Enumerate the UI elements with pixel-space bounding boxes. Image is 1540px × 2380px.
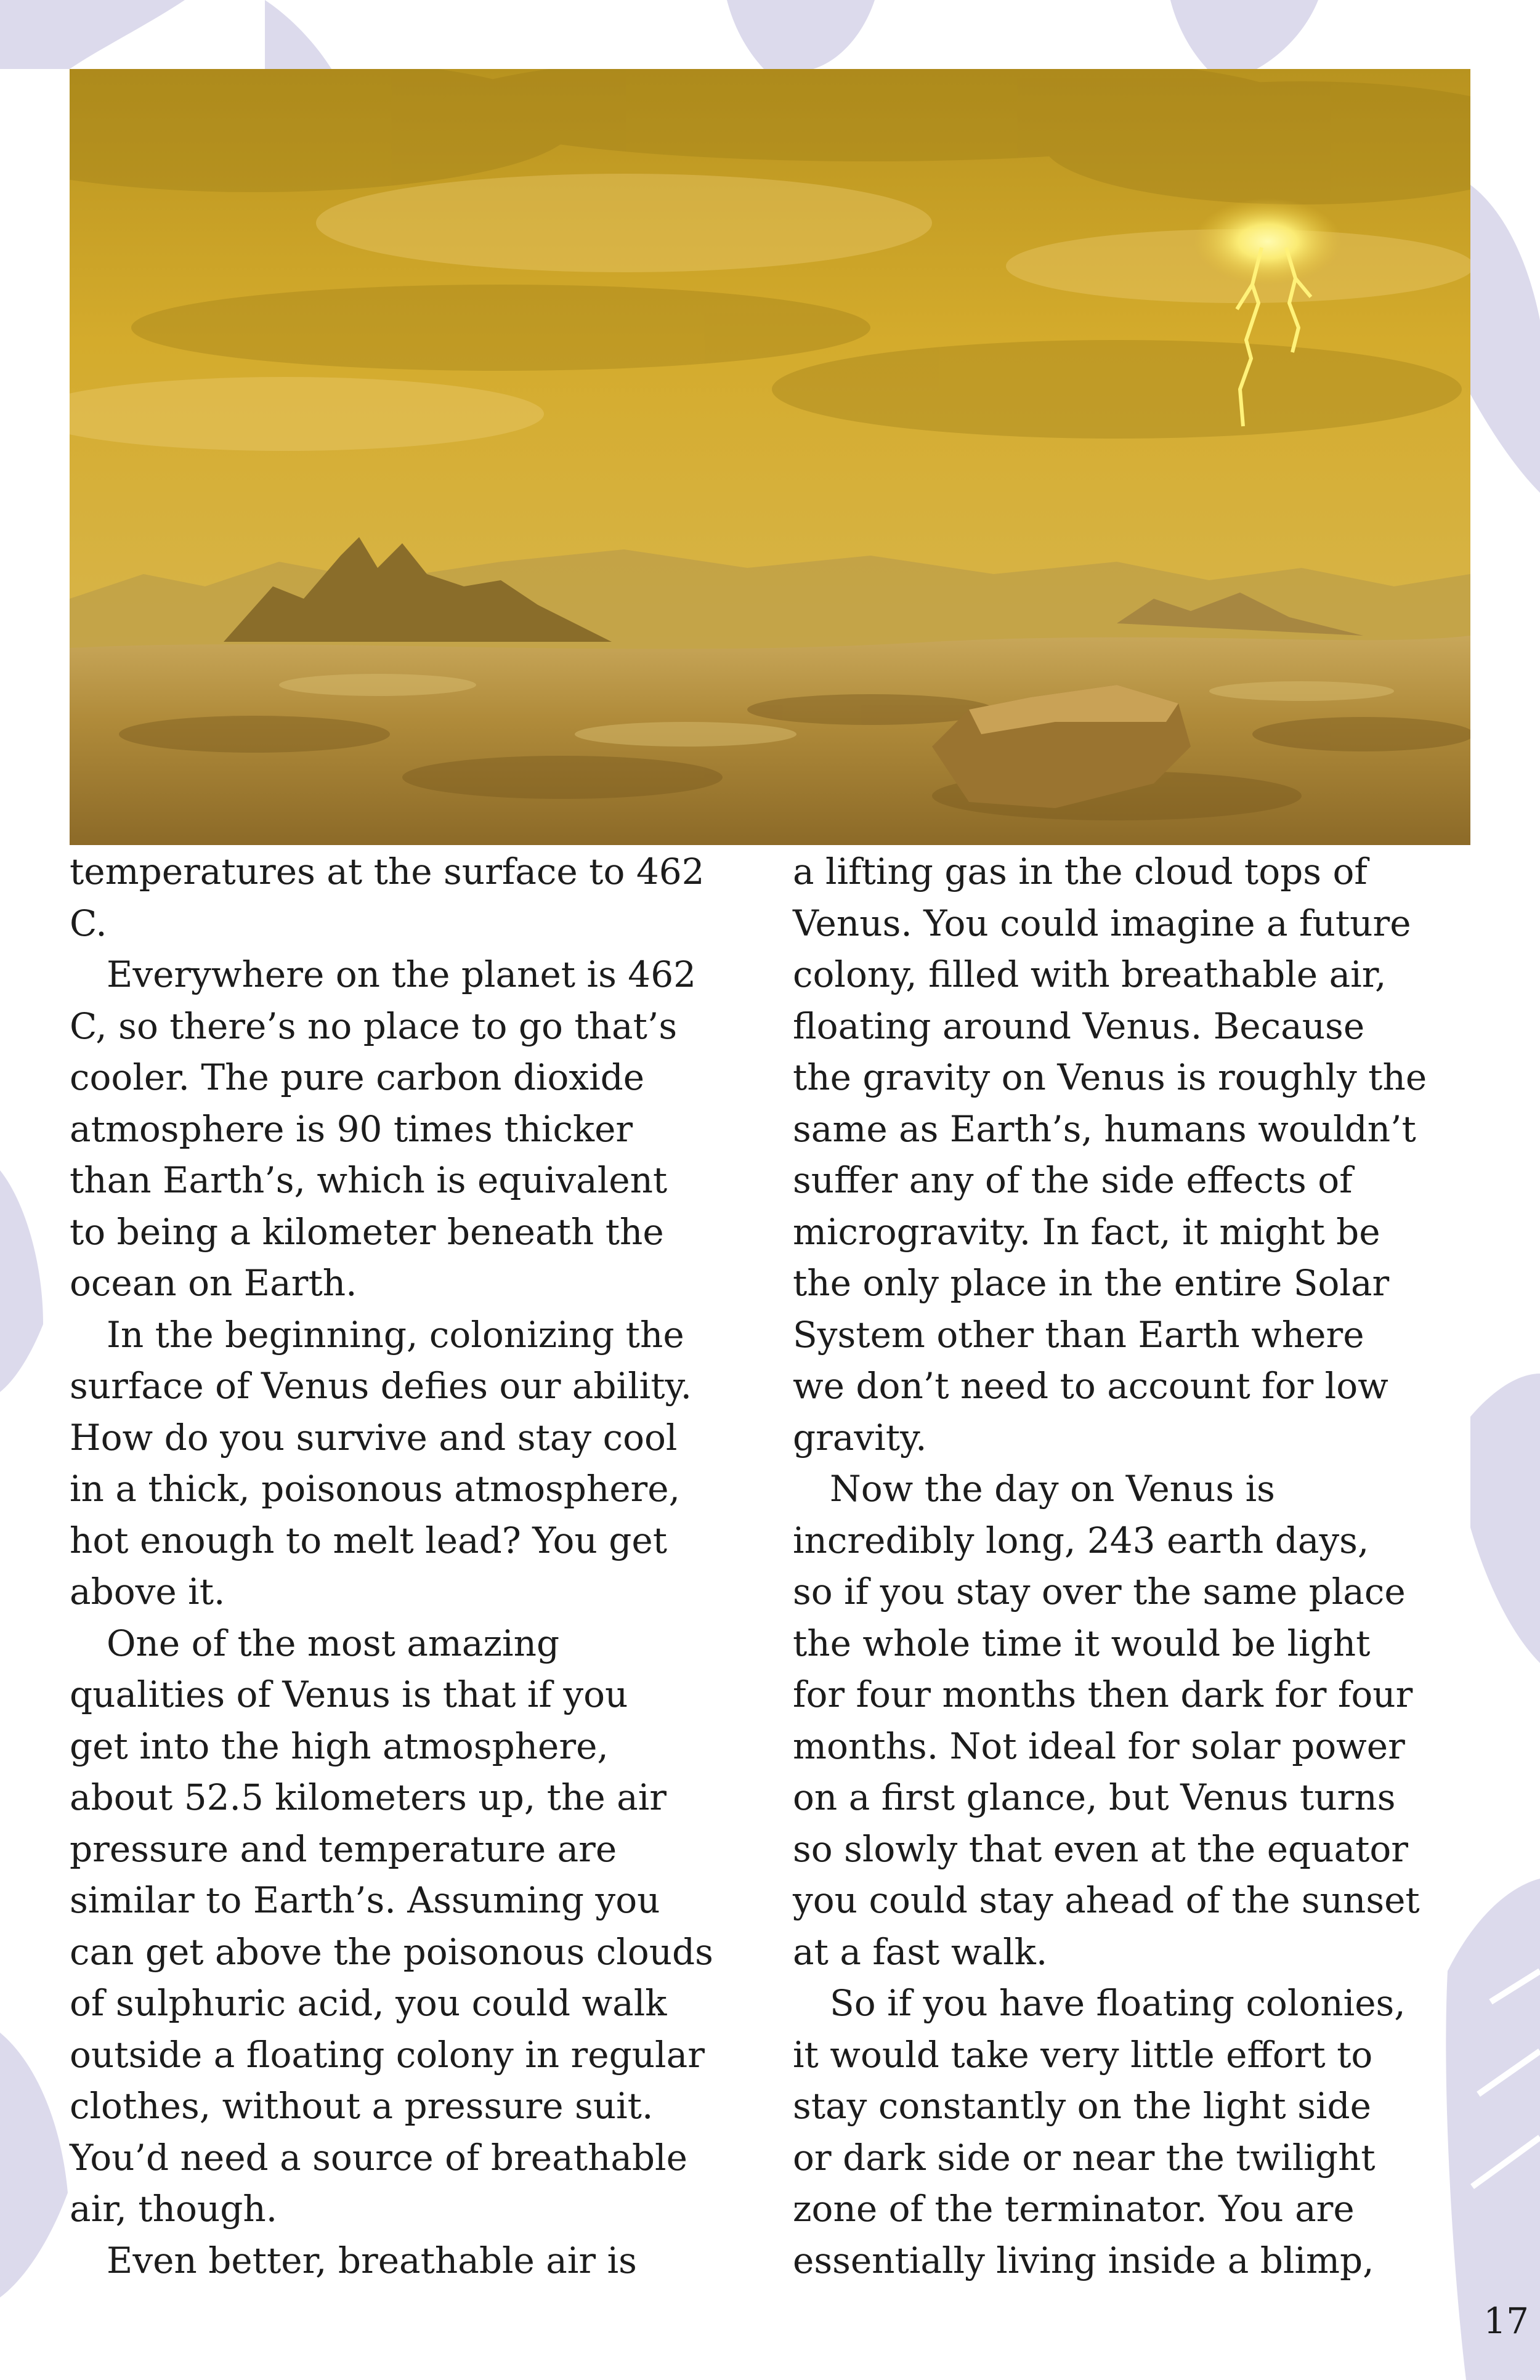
leaf-shape-icon <box>1470 185 1540 493</box>
leaf-shape-icon <box>0 0 185 69</box>
venus-surface-illustration <box>70 69 1470 845</box>
paragraph: Now the day on Venus is incredibly long, 243 earth days, so if you stay over the same place the whole time it would be light for four months then dark for four months. Not ideal for solar power on a first glance, but Venus turns so slowly that even at the equator you could stay ahead of the sunset at a fast walk. <box>793 1468 1420 1973</box>
paragraph: So if you have floating colonies, it would take very little effort to stay constantly on the light side or dark side or near the twilight zone of the terminator. You are essentially living inside a blimp, <box>793 1982 1406 2281</box>
text-column-right <box>793 846 1483 2286</box>
leaf-shape-icon <box>0 1170 43 1392</box>
paragraph: In the beginning, colonizing the surface of Venus defies our ability. How do you survive and stay cool in a thick, poisonous atmosphere, hot enough to melt lead? You get above it. <box>70 1313 692 1613</box>
leaf-shape-icon <box>0 2033 68 2297</box>
leaf-shape-icon <box>1170 0 1318 69</box>
paragraph: a lifting gas in the cloud tops of Venus. You could imagine a future colony, filled with breathable air, floating around Venus. Because the gravity on Venus is roughly the same as Earth’s, humans wouldn’t suffer any of the side effects of microgravity. In fact, it might be the only place in the entire Solar System other than Earth where we don’t need to account for low gravity. <box>793 851 1427 1459</box>
paragraph: Even better, breathable air is <box>107 2239 637 2281</box>
text-column-left <box>70 846 760 2286</box>
page-number: 17 <box>1483 2300 1529 2342</box>
leaf-shape-icon <box>727 0 875 69</box>
paragraph: One of the most amazing qualities of Venus is that if you get into the high atmosphere, about 52.5 kilometers up, the air pressure and temperature are similar to Earth’s. Assuming you can get above the poisonous clouds of sulphuric acid, you could walk outside a floating colony in regular clothes, without a pressure suit. You’d need a source of breathable air, though. <box>70 1622 713 2230</box>
lightning-glow-icon <box>1194 198 1342 285</box>
paragraph: temperatures at the surface to 462 C. <box>70 851 705 944</box>
paragraph: Everywhere on the planet is 462 C, so there’s no place to go that’s cooler. The pure carbon dioxide atmosphere is 90 times thicker than Earth’s, which is equivalent to being a kilometer beneath the ocean on Earth. <box>70 953 696 1304</box>
